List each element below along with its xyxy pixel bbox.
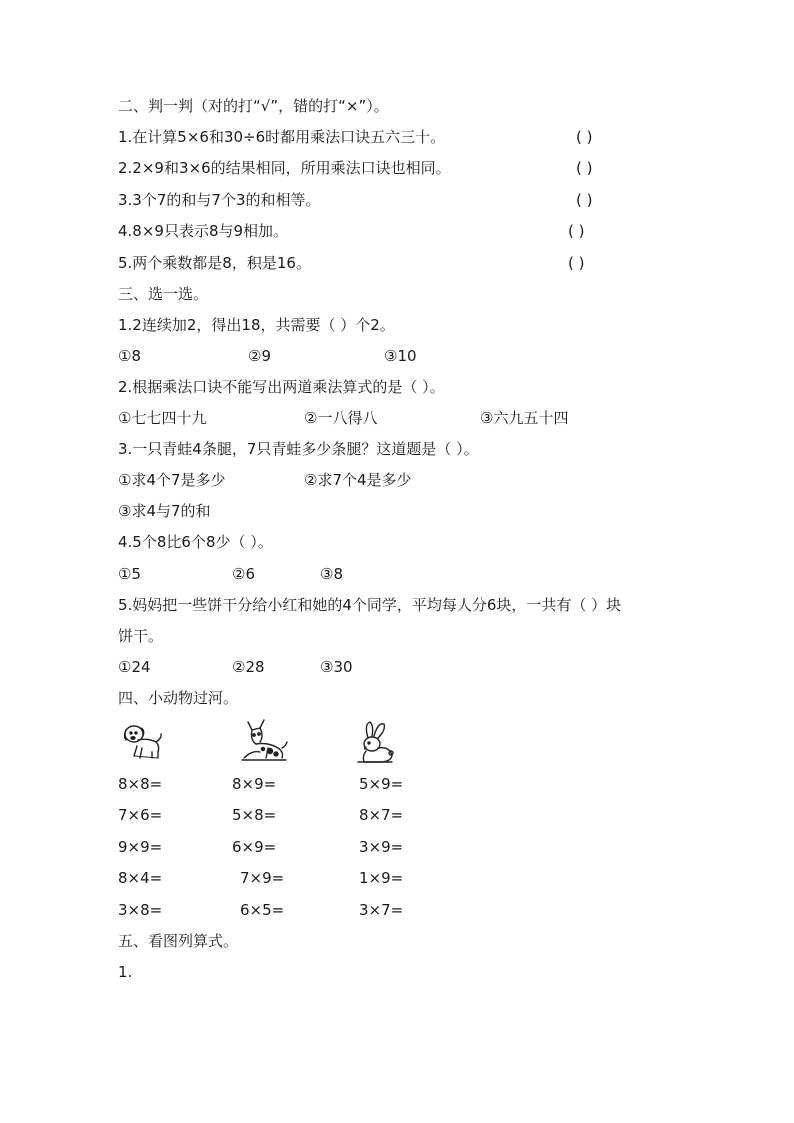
equation: 8×7=: [359, 806, 404, 824]
choice-q4: 4.5个8比6个8少（ ）。: [118, 533, 273, 551]
section5-title: 五、看图列算式。: [118, 932, 239, 950]
equation: 5×9=: [359, 775, 404, 793]
equation: 8×4=: [118, 869, 163, 887]
choice-q2-option-2[interactable]: ②一八得八: [304, 409, 378, 427]
section4-title: 四、小动物过河。: [118, 689, 239, 707]
section3-title: 三、选一选。: [118, 285, 209, 303]
equation: 8×8=: [118, 775, 163, 793]
section2-title: 二、判一判（对的打“√”，错的打“×”）。: [118, 97, 389, 115]
answer-blank-1[interactable]: ( ): [576, 128, 593, 146]
deer-icon: [238, 718, 290, 764]
choice-q5-option-2[interactable]: ②28: [232, 658, 265, 676]
equation: 7×6=: [118, 806, 163, 824]
equation: 3×7=: [359, 901, 404, 919]
equation: 3×9=: [359, 838, 404, 856]
choice-q4-option-3[interactable]: ③8: [320, 565, 343, 583]
equation: 6×9=: [232, 838, 277, 856]
choice-q1-option-1[interactable]: ①8: [118, 347, 141, 365]
choice-q3-option-1[interactable]: ①求4个7是多少: [118, 471, 226, 489]
answer-blank-5[interactable]: ( ): [568, 254, 585, 272]
equation: 8×9=: [232, 775, 277, 793]
dog-icon: [120, 722, 166, 762]
equation: 5×8=: [232, 806, 277, 824]
rabbit-icon: [354, 720, 394, 764]
equation: 6×5=: [240, 901, 285, 919]
equation: 3×8=: [118, 901, 163, 919]
choice-q1: 1.2连续加2，得出18，共需要（ ）个2。: [118, 316, 395, 334]
judge-item-1: 1.在计算5×6和30÷6时都用乘法口诀五六三十。: [118, 128, 446, 146]
choice-q1-option-3[interactable]: ③10: [384, 347, 417, 365]
choice-q5-continued: 饼干。: [118, 627, 164, 645]
choice-q2: 2.根据乘法口诀不能写出两道乘法算式的是（ ）。: [118, 378, 445, 396]
answer-blank-3[interactable]: ( ): [576, 191, 593, 209]
choice-q2-option-3[interactable]: ③六九五十四: [480, 409, 569, 427]
choice-q3-option-3[interactable]: ③求4与7的和: [118, 502, 211, 520]
choice-q5-option-1[interactable]: ①24: [118, 658, 151, 676]
equation: 9×9=: [118, 838, 163, 856]
choice-q4-option-1[interactable]: ①5: [118, 565, 141, 583]
answer-blank-4[interactable]: ( ): [568, 222, 585, 240]
judge-item-5: 5.两个乘数都是8，积是16。: [118, 254, 311, 272]
choice-q3-option-2[interactable]: ②求7个4是多少: [304, 471, 412, 489]
judge-item-4: 4.8×9只表示8与9相加。: [118, 222, 289, 240]
equation: 1×9=: [359, 869, 404, 887]
section5-item-1: 1.: [118, 963, 133, 981]
choice-q4-option-2[interactable]: ②6: [232, 565, 255, 583]
judge-item-3: 3.3个7的和与7个3的和相等。: [118, 191, 321, 209]
judge-item-2: 2.2×9和3×6的结果相同，所用乘法口诀也相同。: [118, 159, 451, 177]
answer-blank-2[interactable]: ( ): [576, 159, 593, 177]
choice-q5: 5.妈妈把一些饼干分给小红和她的4个同学，平均每人分6块，一共有（ ）块: [118, 596, 622, 614]
choice-q1-option-2[interactable]: ②9: [248, 347, 271, 365]
equation: 7×9=: [240, 869, 285, 887]
choice-q3: 3.一只青蛙4条腿，7只青蛙多少条腿？这道题是（ ）。: [118, 440, 479, 458]
choice-q2-option-1[interactable]: ①七七四十九: [118, 409, 207, 427]
choice-q5-option-3[interactable]: ③30: [320, 658, 353, 676]
